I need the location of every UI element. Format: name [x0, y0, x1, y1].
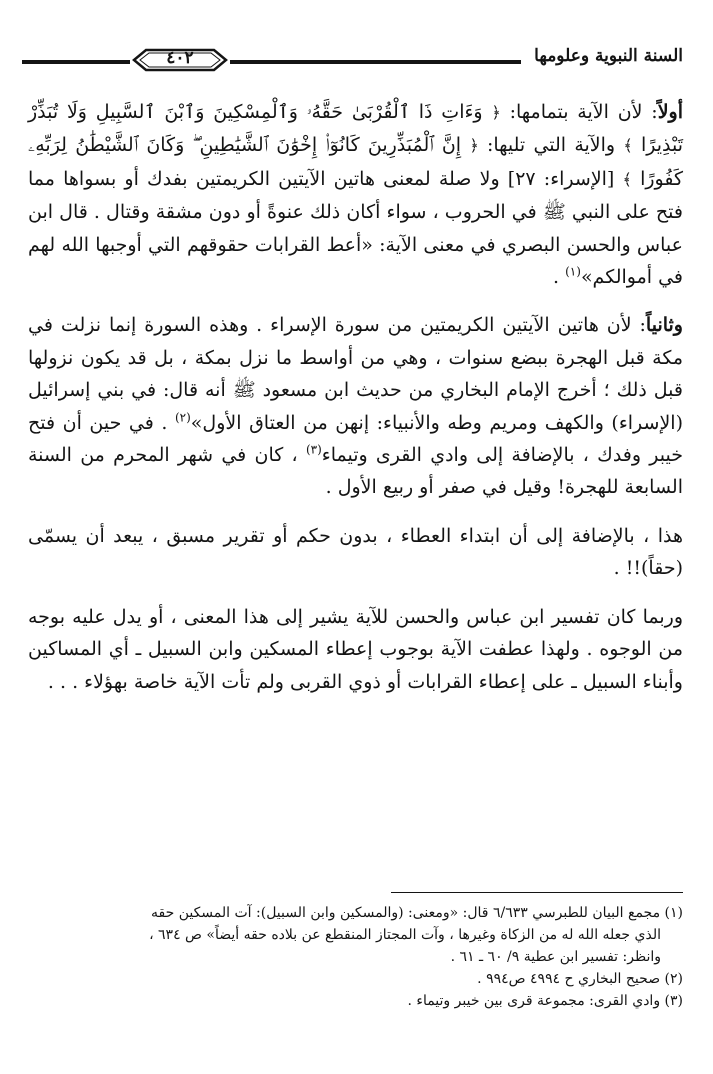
footnote-1: (١) مجمع البيان للطبرسي ٦/٦٣٣ قال: «ومعنى: (والمسكين وابن السبيل): آت المسكين حقه — [151, 905, 683, 921]
footnote-ref: (٢) — [174, 410, 191, 425]
footnotes — [28, 902, 683, 1012]
text-run: : لأن هاتين الآيتين الكريمتين من سورة الإسراء . وهذه السورة إنما نزلت في مكة قبل الهجرة ببضع سنوات ، وهي من أواسط ما نزل بمكة ، بل قد يكون نزولها قبل ذلك ؛ أخرج الإمام البخاري من حديث ابن مسعود ﷺ أنه قال: في بني إسرائيل (الإسراء) والكهف ومريم وطه والأنبياء: إنهن من العتاق الأول» — [28, 314, 683, 434]
paragraph-3: هذا ، بالإضافة إلى أن ابتداء العطاء ، بدون حكم أو تقرير مسبق ، يبعد أن يسمّى (حقاً)!! . — [28, 524, 683, 580]
footnote-ref: (٣) — [305, 442, 322, 457]
text-run: والآية التي تليها: — [478, 134, 624, 157]
quran-bracket-open: ﴿ — [491, 103, 501, 122]
text-run: . — [553, 266, 566, 289]
paragraph-1 — [28, 96, 683, 293]
quran-verse: وَءَاتِ ذَا ٱلْقُرْبَىٰ حَقَّهُۥ وَٱلْمِسْكِينَ وَٱبْنَ ٱلسَّبِيلِ وَلَا تُبَذِّرْ تَبْذِيرًا — [28, 101, 684, 157]
quran-bracket-open: ﴿ — [469, 136, 479, 156]
paragraph-lead: أولاً — [657, 101, 683, 123]
footnote-2: (٢) صحيح البخاري ح ٤٩٩٤ ص٩٩٤ . — [477, 971, 683, 987]
footnote-1-continued: الذي جعله الله له من الزكاة وغيرها ، وآت المجتاز المنقطع عن بلاده حقه أيضاً» ص ٦٣٤ ، — [149, 927, 661, 943]
text-run: [الإسراء: ٢٧] ولا صلة لمعنى هاتين الآيتين الكريمتين بفدك أو بسواها مما فتح على النبي ﷺ في الحروب ، سواء أكان ذلك عنوةً أو دون مشقة وقتال . قال ابن عباس والحسن البصري في معنى الآية: «أعط القرابات حقوقهم التي أوجبها الله لهم في أموالكم» — [28, 167, 683, 289]
paragraph-2 — [28, 309, 683, 503]
running-title: السنة النبوية وعلومها — [534, 46, 683, 66]
header-rule-left — [22, 60, 130, 64]
text-run: ، كان في شهر المحرم من السنة السابعة للهجرة! وقيل في صفر أو ربيع الأول . — [28, 444, 683, 499]
page-number: ٤٠٢ — [166, 48, 194, 68]
paragraph-lead: وثانياً — [645, 314, 683, 337]
quran-bracket-close: ﴾ — [623, 136, 633, 156]
header-rule — [230, 60, 521, 64]
footnote-1-continued: وانظر: تفسير ابن عطية ٩/ ٦٠ ـ ٦١ . — [450, 949, 661, 965]
footnote-ref: (١) — [565, 264, 581, 279]
body-text — [28, 96, 683, 698]
footnote-3: (٣) وادي القرى: مجموعة قرى بين خيبر وتيماء . — [407, 993, 683, 1009]
text-run: . في حين أن فتح خيبر وفدك ، بالإضافة إلى وادي القرى وتيماء — [28, 411, 684, 467]
paragraph-4: وربما كان تفسير ابن عباس والحسن للآية يشير إلى هذا المعنى ، أو يدل عليه بوجه من الوجوه . ولهذا عطفت الآية بوجوب إعطاء المسكين وابن السبيل ـ أي المساكين وأبناء السبيل ـ على إعطاء القرابات أو ذوي القربى ولم تأت الآية خاصة بهؤلاء . . . — [28, 605, 683, 693]
quran-verse: إِنَّ ٱلْمُبَذِّرِينَ كَانُوٓا۟ إِخْوَٰنَ ٱلشَّيَٰطِينِ ۖ وَكَانَ ٱلشَّيْطَٰنُ لِرَبِّهِۦ كَفُورًا — [28, 134, 683, 190]
page-number-frame — [132, 46, 228, 74]
footnote-separator — [391, 892, 683, 893]
page-header — [22, 40, 683, 80]
quran-bracket-close: ﴾ — [622, 169, 632, 189]
text-run: : لأن الآية بتمامها: — [500, 101, 658, 123]
